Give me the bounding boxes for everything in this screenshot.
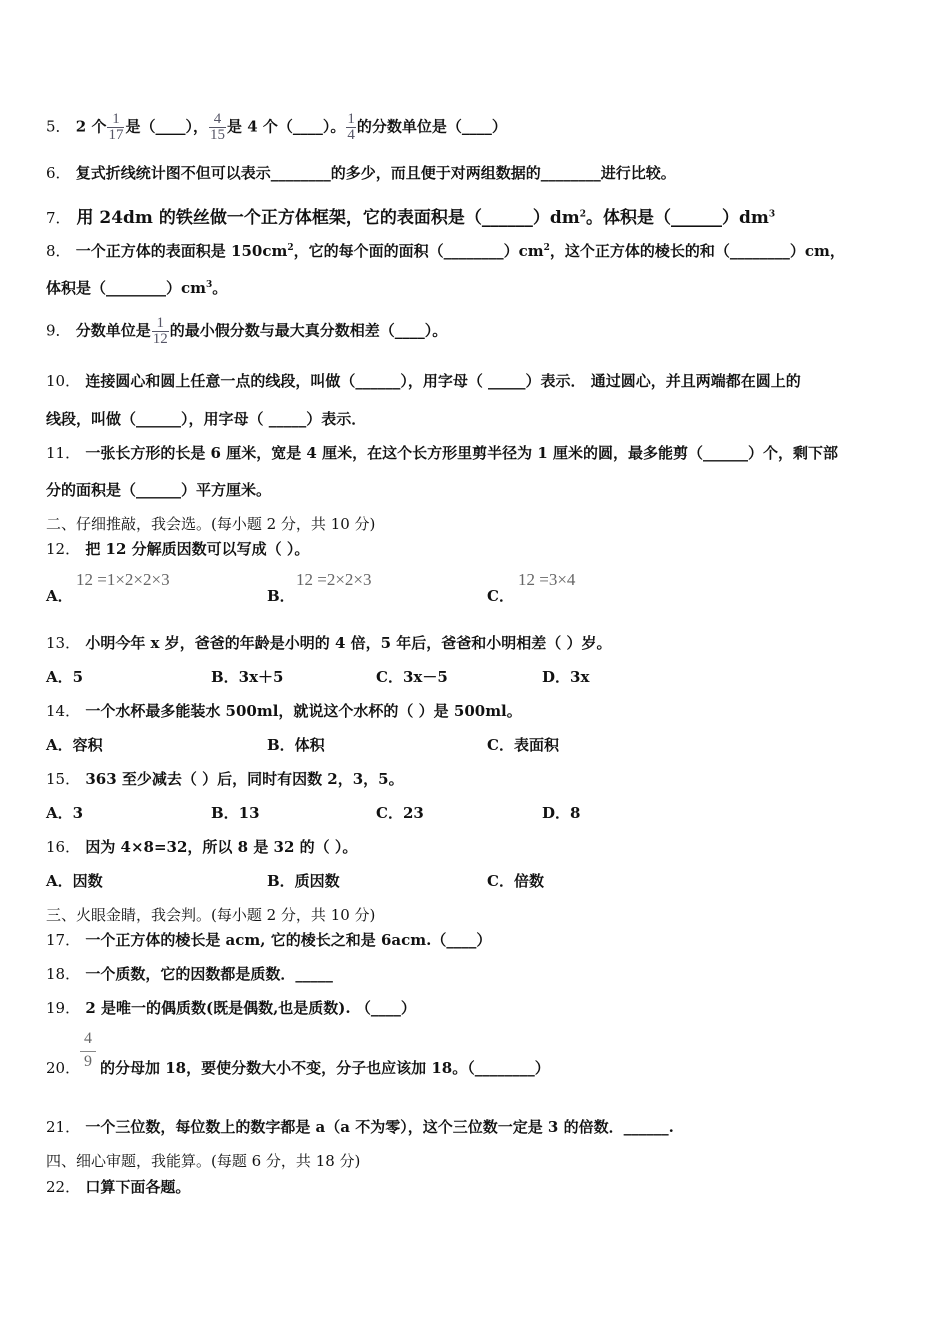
q14-option-b[interactable]: B．体积 bbox=[267, 736, 325, 754]
q5-text-4: 的分数单位是（____） bbox=[356, 117, 507, 136]
question-text: 把 12 分解质因数可以写成（ ）。 bbox=[85, 540, 310, 558]
question-text: 小明今年 x 岁，爸爸的年龄是小明的 4 倍，5 年后，爸爸和小明相差（ ）岁。 bbox=[85, 634, 612, 652]
q15-option-c[interactable]: C．23 bbox=[376, 804, 424, 822]
q8-superscript-1: 2 bbox=[287, 243, 294, 253]
question-text: 2 是唯一的偶质数(既是偶数,也是质数). （____） bbox=[85, 999, 416, 1017]
question-text: 口算下面各题。 bbox=[85, 1178, 191, 1196]
question-12 bbox=[46, 538, 309, 559]
option-label: B． bbox=[267, 587, 295, 605]
q12-option-c[interactable] bbox=[487, 585, 514, 606]
q9-text-1: 分数单位是 bbox=[75, 321, 151, 340]
q12-option-b-expression: 12 =2×2×3 bbox=[296, 570, 372, 589]
question-20 bbox=[46, 1057, 80, 1078]
question-number: 21． bbox=[46, 1118, 81, 1136]
q5-text-3: 是 4 个（____）。 bbox=[226, 117, 346, 136]
question-number: 14． bbox=[46, 702, 81, 720]
q15-option-d[interactable]: D．8 bbox=[542, 804, 581, 822]
question-text: 一个正方体的棱长是 acm, 它的棱长之和是 6acm.（____） bbox=[85, 931, 492, 949]
q8-text-4: 体积是（________）cm bbox=[46, 279, 207, 297]
fraction-4-9 bbox=[80, 1030, 96, 1071]
question-number: 12． bbox=[46, 540, 81, 558]
question-16 bbox=[46, 836, 357, 857]
fraction-denominator: 17 bbox=[108, 127, 124, 143]
section-4-heading: 四、细心审题，我能算。(每题 6 分，共 18 分) bbox=[46, 1152, 361, 1170]
question-22 bbox=[46, 1176, 190, 1197]
question-text: 一张长方形的长是 6 厘米，宽是 4 厘米，在这个长方形里剪半径为 1 厘米的圆，最多能剪（______）个，剩下部 bbox=[85, 444, 838, 462]
question-number: 22． bbox=[46, 1178, 81, 1196]
q8-text-1: 一个正方体的表面积是 150cm bbox=[75, 242, 288, 260]
q12-option-a[interactable] bbox=[46, 585, 73, 606]
q8-superscript-3: 3 bbox=[206, 280, 213, 290]
question-number: 13． bbox=[46, 634, 81, 652]
q7-superscript-1: 2 bbox=[579, 209, 586, 220]
q8-text-5: 。 bbox=[212, 279, 228, 297]
question-14 bbox=[46, 700, 522, 721]
q9-text-2: 的最小假分数与最大真分数相差（____）。 bbox=[169, 321, 448, 340]
q7-text-2: 。体积是（______）dm bbox=[585, 208, 769, 228]
question-7 bbox=[46, 203, 775, 228]
q5-text-1: 2 个 bbox=[75, 117, 107, 136]
q8-text-3: ，这个正方体的棱长的和（________）cm， bbox=[549, 242, 845, 260]
question-number: 17． bbox=[46, 931, 81, 949]
question-text: 线段，叫做（______），用字母（ _____）表示． bbox=[46, 410, 367, 428]
question-8 bbox=[46, 240, 845, 261]
fraction-1-12 bbox=[152, 316, 169, 347]
q13-option-d[interactable]: D．3x bbox=[542, 668, 590, 686]
q8-text-2: ，它的每个面的面积（________）cm bbox=[293, 242, 544, 260]
question-text: 复式折线统计图不但可以表示________的多少，而且便于对两组数据的________进行比较。 bbox=[75, 164, 676, 182]
question-number: 9． bbox=[46, 321, 71, 340]
fraction-numerator: 4 bbox=[84, 1030, 92, 1047]
question-10-line-2 bbox=[46, 408, 366, 429]
q12-option-b[interactable] bbox=[267, 585, 295, 606]
question-11-line-2 bbox=[46, 479, 271, 500]
question-number: 20． bbox=[46, 1059, 81, 1077]
fraction-denominator: 15 bbox=[209, 127, 225, 143]
fraction-numerator: 1 bbox=[156, 315, 165, 331]
q12-option-a-expression: 12 =1×2×2×3 bbox=[76, 570, 170, 589]
question-6 bbox=[46, 162, 676, 183]
question-text: 一个水杯最多能装水 500ml，就说这个水杯的（ ）是 500ml。 bbox=[85, 702, 522, 720]
question-number: 5． bbox=[46, 117, 71, 136]
question-text: 一个三位数，每位数上的数字都是 a（a 不为零），这个三位数一定是 3 的倍数．______. bbox=[85, 1118, 674, 1136]
question-text: 一个质数，它的因数都是质数．_____ bbox=[85, 965, 333, 983]
question-13 bbox=[46, 632, 611, 653]
question-18 bbox=[46, 963, 333, 984]
q16-option-b[interactable]: B．质因数 bbox=[267, 872, 340, 890]
question-17 bbox=[46, 929, 491, 950]
q14-option-a[interactable]: A．容积 bbox=[46, 736, 103, 754]
q13-option-b[interactable]: B．3x＋5 bbox=[211, 668, 284, 686]
section-3-heading: 三、火眼金睛，我会判。(每小题 2 分，共 10 分) bbox=[46, 906, 376, 924]
q13-option-a[interactable]: A．5 bbox=[46, 668, 84, 686]
fraction-denominator: 4 bbox=[347, 127, 355, 143]
question-8-line-2 bbox=[46, 277, 227, 298]
fraction-numerator: 4 bbox=[213, 111, 222, 127]
question-number: 15． bbox=[46, 770, 81, 788]
fraction-1-17 bbox=[107, 112, 124, 143]
fraction-numerator: 1 bbox=[347, 111, 355, 127]
fraction-4-15 bbox=[209, 112, 226, 143]
fraction-1-4 bbox=[346, 112, 356, 143]
section-2-heading: 二、仔细推敲，我会选。(每小题 2 分，共 10 分) bbox=[46, 515, 376, 533]
option-label: C． bbox=[487, 587, 514, 605]
question-19 bbox=[46, 997, 416, 1018]
q7-text-1: 用 24dm 的铁丝做一个正方体框架，它的表面积是（______）dm bbox=[76, 208, 580, 228]
question-9 bbox=[46, 316, 447, 347]
q15-option-b[interactable]: B．13 bbox=[211, 804, 260, 822]
question-number: 16． bbox=[46, 838, 81, 856]
question-20-text: 的分母加 18，要使分数大小不变，分子也应该加 18。（________） bbox=[100, 1059, 550, 1077]
question-text: 363 至少减去（ ）后，同时有因数 2，3，5。 bbox=[85, 770, 404, 788]
question-21 bbox=[46, 1116, 674, 1137]
option-label: A． bbox=[46, 587, 73, 605]
q15-option-a[interactable]: A．3 bbox=[46, 804, 84, 822]
q16-option-a[interactable]: A．因数 bbox=[46, 872, 103, 890]
q12-option-c-expression: 12 =3×4 bbox=[518, 570, 576, 589]
question-text: 分的面积是（______）平方厘米。 bbox=[46, 481, 272, 499]
q14-option-c[interactable]: C．表面积 bbox=[487, 736, 559, 754]
q8-superscript-2: 2 bbox=[543, 243, 550, 253]
question-number: 10． bbox=[46, 372, 81, 390]
fraction-denominator: 12 bbox=[152, 331, 168, 347]
q13-option-c[interactable]: C．3x－5 bbox=[376, 668, 448, 686]
q5-text-2: 是（____）， bbox=[125, 117, 208, 136]
question-number: 7． bbox=[46, 209, 71, 227]
question-10 bbox=[46, 370, 801, 391]
question-number: 8． bbox=[46, 242, 71, 260]
question-number: 18． bbox=[46, 965, 81, 983]
question-11 bbox=[46, 442, 838, 463]
q16-option-c[interactable]: C．倍数 bbox=[487, 872, 544, 890]
question-text: 因为 4×8=32，所以 8 是 32 的（ ）。 bbox=[85, 838, 358, 856]
question-text: 连接圆心和圆上任意一点的线段，叫做（______），用字母（ _____）表示． 通过圆心，并且两端都在圆上的 bbox=[85, 372, 801, 390]
question-number: 11． bbox=[46, 444, 81, 462]
fraction-numerator: 1 bbox=[112, 111, 120, 127]
question-number: 19． bbox=[46, 999, 81, 1017]
question-number: 6． bbox=[46, 164, 71, 182]
question-5 bbox=[46, 112, 507, 143]
question-15 bbox=[46, 768, 404, 789]
fraction-denominator: 9 bbox=[80, 1051, 96, 1071]
q7-superscript-2: 3 bbox=[768, 209, 776, 220]
